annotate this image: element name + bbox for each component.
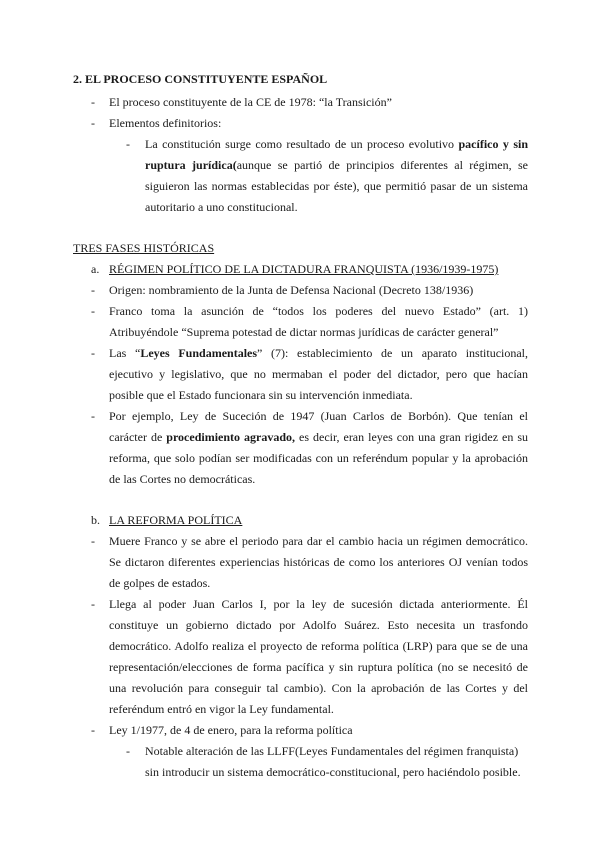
paragraph-line: ejecutivo y legislativo, que no mermaban el poder del dictador, pero que hacían: [109, 367, 528, 381]
intro-item: El proceso constituyente de la CE de 1978: “la Transición”: [109, 95, 392, 109]
paragraph-line: constituye un gobierno dictado por Adolfo Suárez. Esto necesita un trasfondo: [109, 618, 528, 632]
bullet-dash: -: [91, 723, 95, 737]
bullet-dash: -: [91, 597, 95, 611]
paragraph-line: reforma, que solo podían ser modificadas con un referéndum popular y la aprobación: [109, 451, 528, 465]
bullet-dash: -: [91, 95, 95, 109]
paragraph-line: Se dictaron diferentes experiencias históricas de como los anteriores OJ venían todos: [109, 555, 528, 569]
section-heading: 2. EL PROCESO CONSTITUYENTE ESPAÑOL: [73, 72, 328, 86]
bullet-dash: -: [91, 283, 95, 297]
intro-item: Elementos definitorios:: [109, 116, 222, 130]
section-letter: a.: [91, 262, 100, 276]
bullet-dash: -: [91, 304, 95, 318]
bullet-dash: -: [91, 409, 95, 423]
bullet-dash: -: [126, 137, 130, 151]
paragraph-line: referéndum entró en vigor la Ley fundamental.: [109, 702, 334, 716]
paragraph-line: de golpes de estados.: [109, 576, 211, 590]
paragraph-line: de las Cortes no democráticas.: [109, 472, 256, 486]
paragraph-line: ruptura jurídica(aunque se partió de principios diferentes al régimen, se: [145, 158, 528, 172]
paragraph-line: Notable alteración de las LLFF(Leyes Fundamentales del régimen franquista): [145, 744, 519, 758]
paragraph-line: Llega al poder Juan Carlos I, por la ley de sucesión dictada anteriormente. Él: [109, 597, 528, 611]
bullet-dash: -: [126, 744, 130, 758]
section-title: RÉGIMEN POLÍTICO DE LA DICTADURA FRANQUISTA (1936/1939-1975): [109, 262, 499, 276]
paragraph-line: posible que el Estado funcionara sin su intervención inmediata.: [109, 388, 413, 402]
bullet-dash: -: [91, 346, 95, 360]
paragraph-line: representación/elecciones de forma pacífica y sin ruptura política (no se necesitó de: [109, 660, 528, 674]
paragraph-line: carácter de procedimiento agravado, es decir, eran leyes con una gran rigidez en su: [109, 430, 528, 444]
section-letter: b.: [91, 513, 100, 527]
paragraph-line: democrático. Adolfo realiza el proyecto de reforma política (LRP) para que se de una: [109, 639, 528, 653]
paragraph-line: La constitución surge como resultado de un proceso evolutivo pacífico y sin: [145, 137, 528, 151]
phases-title: TRES FASES HISTÓRICAS: [73, 241, 215, 255]
bullet-dash: -: [91, 534, 95, 548]
section-title: LA REFORMA POLÍTICA: [109, 513, 243, 527]
paragraph-line: Las “Leyes Fundamentales” (7): establecimiento de un aparato institucional,: [109, 346, 529, 360]
paragraph-line: Ley 1/1977, de 4 de enero, para la reforma política: [109, 723, 353, 737]
paragraph-line: Origen: nombramiento de la Junta de Defensa Nacional (Decreto 138/1936): [109, 283, 474, 297]
paragraph-line: una revolución para conseguir tal cambio). Con la aprobación de las Cortes y del: [109, 681, 528, 695]
paragraph-line: Franco toma la asunción de “todos los poderes del nuevo Estado” (art. 1): [109, 304, 528, 318]
bullet-dash: -: [91, 116, 95, 130]
paragraph-line: Atribuyéndole “Suprema potestad de dictar normas jurídicas de carácter general”: [109, 325, 499, 339]
paragraph-line: siguieron las normas establecidas por éste), que permitió pasar de un sistema: [145, 179, 528, 193]
paragraph-line: Por ejemplo, Ley de Suceción de 1947 (Juan Carlos de Borbón). Que tenían el: [109, 409, 528, 423]
paragraph-line: sin introducir un sistema democrático-constitucional, pero haciéndolo posible.: [145, 765, 521, 779]
paragraph-line: autoritario a uno constitucional.: [145, 200, 298, 214]
paragraph-line: Muere Franco y se abre el periodo para dar el cambio hacia un régimen democrático.: [109, 534, 528, 548]
